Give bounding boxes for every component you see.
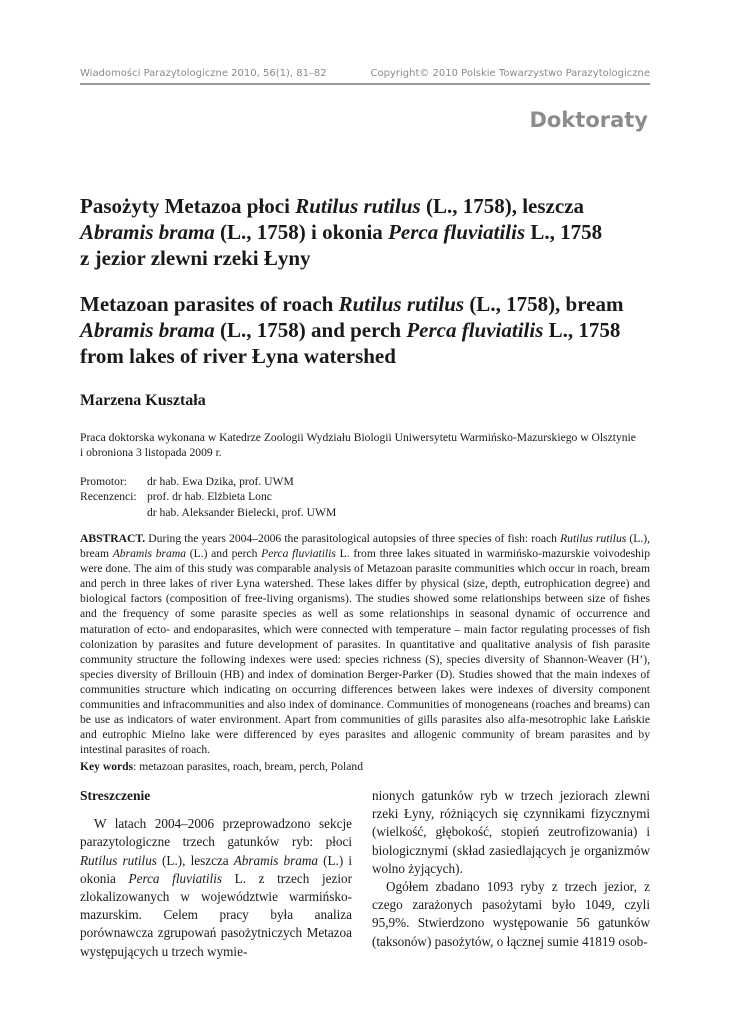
affiliation: Praca doktorska wykonana w Katedrze Zoologii Wydziału Biologii Uniwersytetu Warmińsko-Mazurskiego w Olsztynie i obroniona 3 listopada 2009 r. — [80, 431, 636, 460]
promotor-row: Promotor: dr hab. Ewa Dzika, prof. UWM — [80, 475, 294, 488]
title-polish: Pasożyty Metazoa płoci Rutilus rutilus (L., 1758), leszcza Abramis brama (L., 1758) i okonia Perca fluviatilis L., 1758 z jezior zlewni rzeki Łyny — [80, 194, 603, 270]
reviewer-row: Recenzenci: prof. dr hab. Elżbieta Lonc — [80, 490, 272, 504]
section-label: Doktoraty — [529, 108, 648, 132]
journal-citation: Wiadomości Parazytologiczne 2010, 56(1), 81–82 — [80, 68, 327, 79]
summary-paragraph: nionych gatunków ryb w trzech jeziorach zlewni rzeki Łyny, różniących się czynnikami fizycznymi (wielkość, głębokość, stopień zeutrofizowania) i biologicznymi (skład zasiedlających je organizmów wolno żyjących). — [372, 788, 650, 876]
author-name: Marzena Kuształa — [80, 392, 206, 409]
summary-paragraph: Ogółem zbadano 1093 ryby z trzech jezior, z czego zarażonych pasożytami było 1049, czyli 95,9%. Stwierdzono występowanie 56 gatunków (taksonów) pasożytów, o łącznej sumie 41819 osob- — [372, 879, 650, 949]
keywords: Key words: metazoan parasites, roach, bream, perch, Poland — [80, 760, 363, 773]
copyright-notice: Copyright© 2010 Polskie Towarzystwo Parazytologiczne — [370, 68, 650, 79]
summary-heading: Streszczenie — [80, 788, 151, 803]
supervisors-block — [80, 474, 650, 520]
title-english: Metazoan parasites of roach Rutilus rutilus (L., 1758), bream Abramis brama (L., 1758) and perch Perca fluviatilis L., 1758 from lakes of river Łyna watershed — [80, 292, 624, 368]
running-header — [80, 68, 650, 82]
abstract: ABSTRACT. During the years 2004–2006 the parasitological autopsies of three species of fish: roach Rutilus rutilus (L.), bream Abramis brama (L.) and perch Perca fluviatilis L. from three lakes situated in warmińsko-mazurskie voivodeship were done. The aim of this study was comparable analysis of Metazoan parasite communities which occur in roach, bream and perch in three lakes of river Łyna watershed. These lakes differ by physical (size, depth, eutrophication degree) and biological factors (composition of free-living organisms). The studies showed some relationships between size of fishes and the frequency of some parasite species as well as some relationships in seasonal dynamic of occurrence and maturation of ecto- and endoparasites, which were connected with temperature – main factor regulating processes of fish colonization by parasites and future development of parasites. In quantitative and qualitative analysis of fish parasite community structure the following indexes were used: species richness (S), species diversity of Shannon-Weaver (H’), species diversity of Brillouin (HB) and index of domination Berger-Parker (D). Studies showed that the main indexes of communities structure which indicating on occurring differences between lakes were indexes of diversity component communities and infracommunities and also index of dominance. Communities of monogeneans (roaches and breams) can be use as indicators of water environment. Apart from communities of gills parasites also alfa-mesotrophic lake Łańskie and eutrophic Mielno lake were differenced by eyes parasites and allogenic community of bream parasites and by intestinal parasites of roach. — [80, 532, 651, 757]
summary-left-column — [80, 787, 352, 961]
reviewer-row: dr hab. Aleksander Bielecki, prof. UWM — [147, 505, 337, 519]
header-rule — [80, 83, 650, 85]
summary-right-column — [372, 787, 650, 951]
summary-paragraph: W latach 2004–2006 przeprowadzono sekcje parazytologiczne trzech gatunków ryb: płoci Rutilus rutilus (L.), leszcza Abramis brama (L.) i okonia Perca fluviatilis L. z trzech jezior zlokalizowanych w województwie warmińsko-mazurskim. Celem pracy była analiza porównawcza zgrupowań pasożytniczych Metazoa występujących u trzech wymie- — [80, 816, 352, 959]
